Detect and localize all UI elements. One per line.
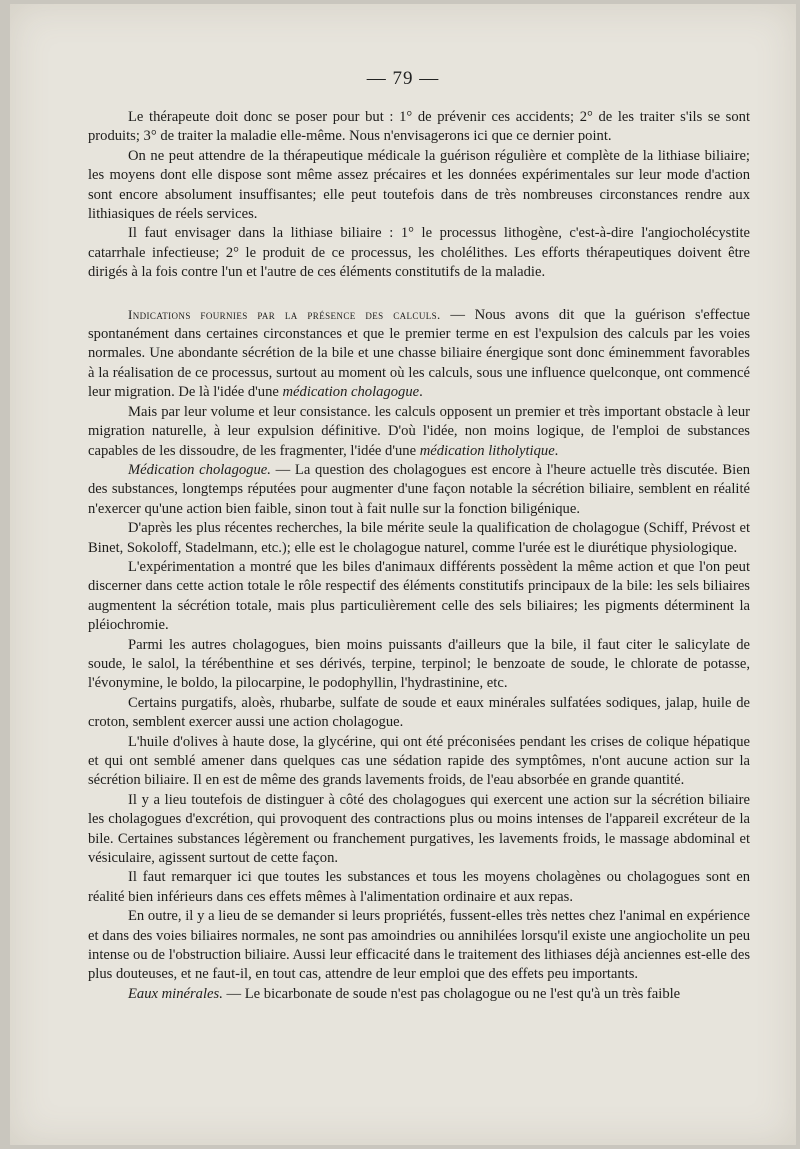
paragraph: Il faut remarquer ici que toutes les substances et tous les moyens cholagènes ou cholagogues sont en réalité bien inférieurs dans ces effets mêmes à l'alimentation ordinaire et aux repas. [88, 869, 750, 905]
paragraph: Le thérapeute doit donc se poser pour but : 1° de prévenir ces accidents; 2° de les traiter s'ils se sont produits; 3° de traiter la maladie elle-même. Nous n'envisagerons ici que ce dernier point. [88, 109, 750, 145]
paragraph: Certains purgatifs, aloès, rhubarbe, sulfate de soude et eaux minérales sulfatées sodiques, jalap, huile de croton, semblent exercer aussi une action cholagogue. [88, 694, 750, 731]
paragraph-text: — La question des cholagogues est encore à l'heure actuelle très discutée. Bien des substances, longtemps réputées pour augmenter d'une façon notable la sécrétion biliaire, semblent en réalité n'exercer qu'une action bien faible, sinon tout à fait nulle sur la fonction biligénique. [88, 461, 750, 517]
page-number: — 79 — [366, 68, 440, 89]
paragraph-text: — Le bicarbonate de soude n'est pas cholagogue ou ne l'est qu'à un très faible [222, 985, 681, 1002]
paragraph: En outre, il y a lieu de se demander si leurs propriétés, fussent-elles très nettes chez l'animal en expérience et dans des voies biliaires normales, ne sont pas amoindries ou annihilées lorsqu'il existe une angiocholite un peu intense ou de l'obstruction biliaire. Aussi leur efficacité dans le traitement des lithiases déjà anciennes est-elle des plus douteuses, et ne faut-il, en tout cas, attendre de leur emploi que des effets peu importants. [88, 908, 750, 983]
paragraph-text: Mais par leur volume et leur consistance. les calculs opposent un premier et très important obstacle à leur migration naturelle, à leur expulsion définitive. D'où l'idée, non moins logique, de l'emploi de substances capables de les dissoudre, de les fragmenter, l'idée d'une [88, 403, 750, 459]
paragraph: Il y a lieu toutefois de distinguer à côté des cholagogues qui exercent une action sur la sécrétion biliaire les cholagogues d'excrétion, qui provoquent des contractions plus ou moins intenses de l'appareil excréteur de la bile. Certaines substances légèrement ou franchement purgatives, les lavements froids, le massage abdominal et vésiculaire, agissent surtout de cette façon. [88, 791, 750, 867]
paragraph-text: . [554, 442, 559, 459]
section-paragraph [88, 305, 750, 403]
subsection-heading: Eaux minérales. [128, 985, 223, 1002]
book-page [10, 4, 796, 1145]
paragraph: On ne peut attendre de la thérapeutique médicale la guérison régulière et complète de la lithiase biliaire; les moyens dont elle dispose sont même assez précaires et les données expérimentales sur leur mode d'action sont encore absolument insuffisantes; elle peut toutefois dans de très nombreuses circonstances rendre aux lithiasiques de réels services. [88, 147, 750, 223]
paragraph: Parmi les autres cholagogues, bien moins puissants d'ailleurs que la bile, il faut citer le salicylate de soude, le salol, la térébenthine et ses dérivés, terpine, terpinol; le benzoate de soude, le chlorate de potasse, l'évonymine, le boldo, la pilocarpine, le podophyllin, l'hydrastinine, etc. [88, 636, 750, 692]
paragraph: L'huile d'olives à haute dose, la glycérine, qui ont été préconisées pendant les crises de colique hépatique et qui ont semblé amener dans quelques cas une sédation rapide des symptômes, n'ont aucune action sur la sécrétion biliaire. Il en est de même des grands lavements froids, de l'eau absorbée en grande quantité. [88, 733, 750, 789]
emphasis-term: médication litholytique [419, 442, 555, 459]
paragraph-text: — Nous avons dit que la guérison s'effectue spontanément dans certaines circonstances et que le premier terme en est l'expulsion des calculs par les voies normales. Une abondante sécrétion de la bile et une chasse biliaire énergique sont donc éminemment favorables à la réalisation de ce processus, surtout au moment où les calculs, sous une influence quelconque, ont commencé leur migration. De là l'idée d'une [88, 306, 750, 401]
paragraph [88, 985, 750, 1004]
subsection-heading: Médication cholagogue. [128, 461, 271, 478]
body-text [88, 108, 750, 1004]
paragraph-text: . [419, 384, 423, 401]
paragraph [88, 461, 750, 519]
emphasis-term: médication cholagogue [282, 384, 420, 401]
section-heading: Indications fournies par la présence des calculs. [128, 306, 441, 322]
paragraph: L'expérimentation a montré que les biles d'animaux différents possèdent la même action et que l'on peut discerner dans cette action totale le rôle respectif des éléments constitutifs principaux de la bile: les sels biliaires augmentent la sécrétion totale, mais plus particulièrement celle des sels biliaires; les pigments déterminent la pléiochromie. [88, 558, 750, 634]
paragraph: D'après les plus récentes recherches, la bile mérite seule la qualification de cholagogue (Schiff, Prévost et Binet, Sokoloff, Stadelmann, etc.); elle est le cholagogue naturel, comme l'urée est le diurétique physiologique. [88, 520, 750, 556]
paragraph: Il faut envisager dans la lithiase biliaire : 1° le processus lithogène, c'est-à-dire l'angiocholécystite catarrhale infectieuse; 2° le produit de ce processus, les cholélithes. Les efforts thérapeutiques doivent être dirigés à la fois contre l'un et l'autre de ces éléments constitutifs de la maladie. [88, 225, 750, 281]
paragraph [88, 403, 750, 461]
